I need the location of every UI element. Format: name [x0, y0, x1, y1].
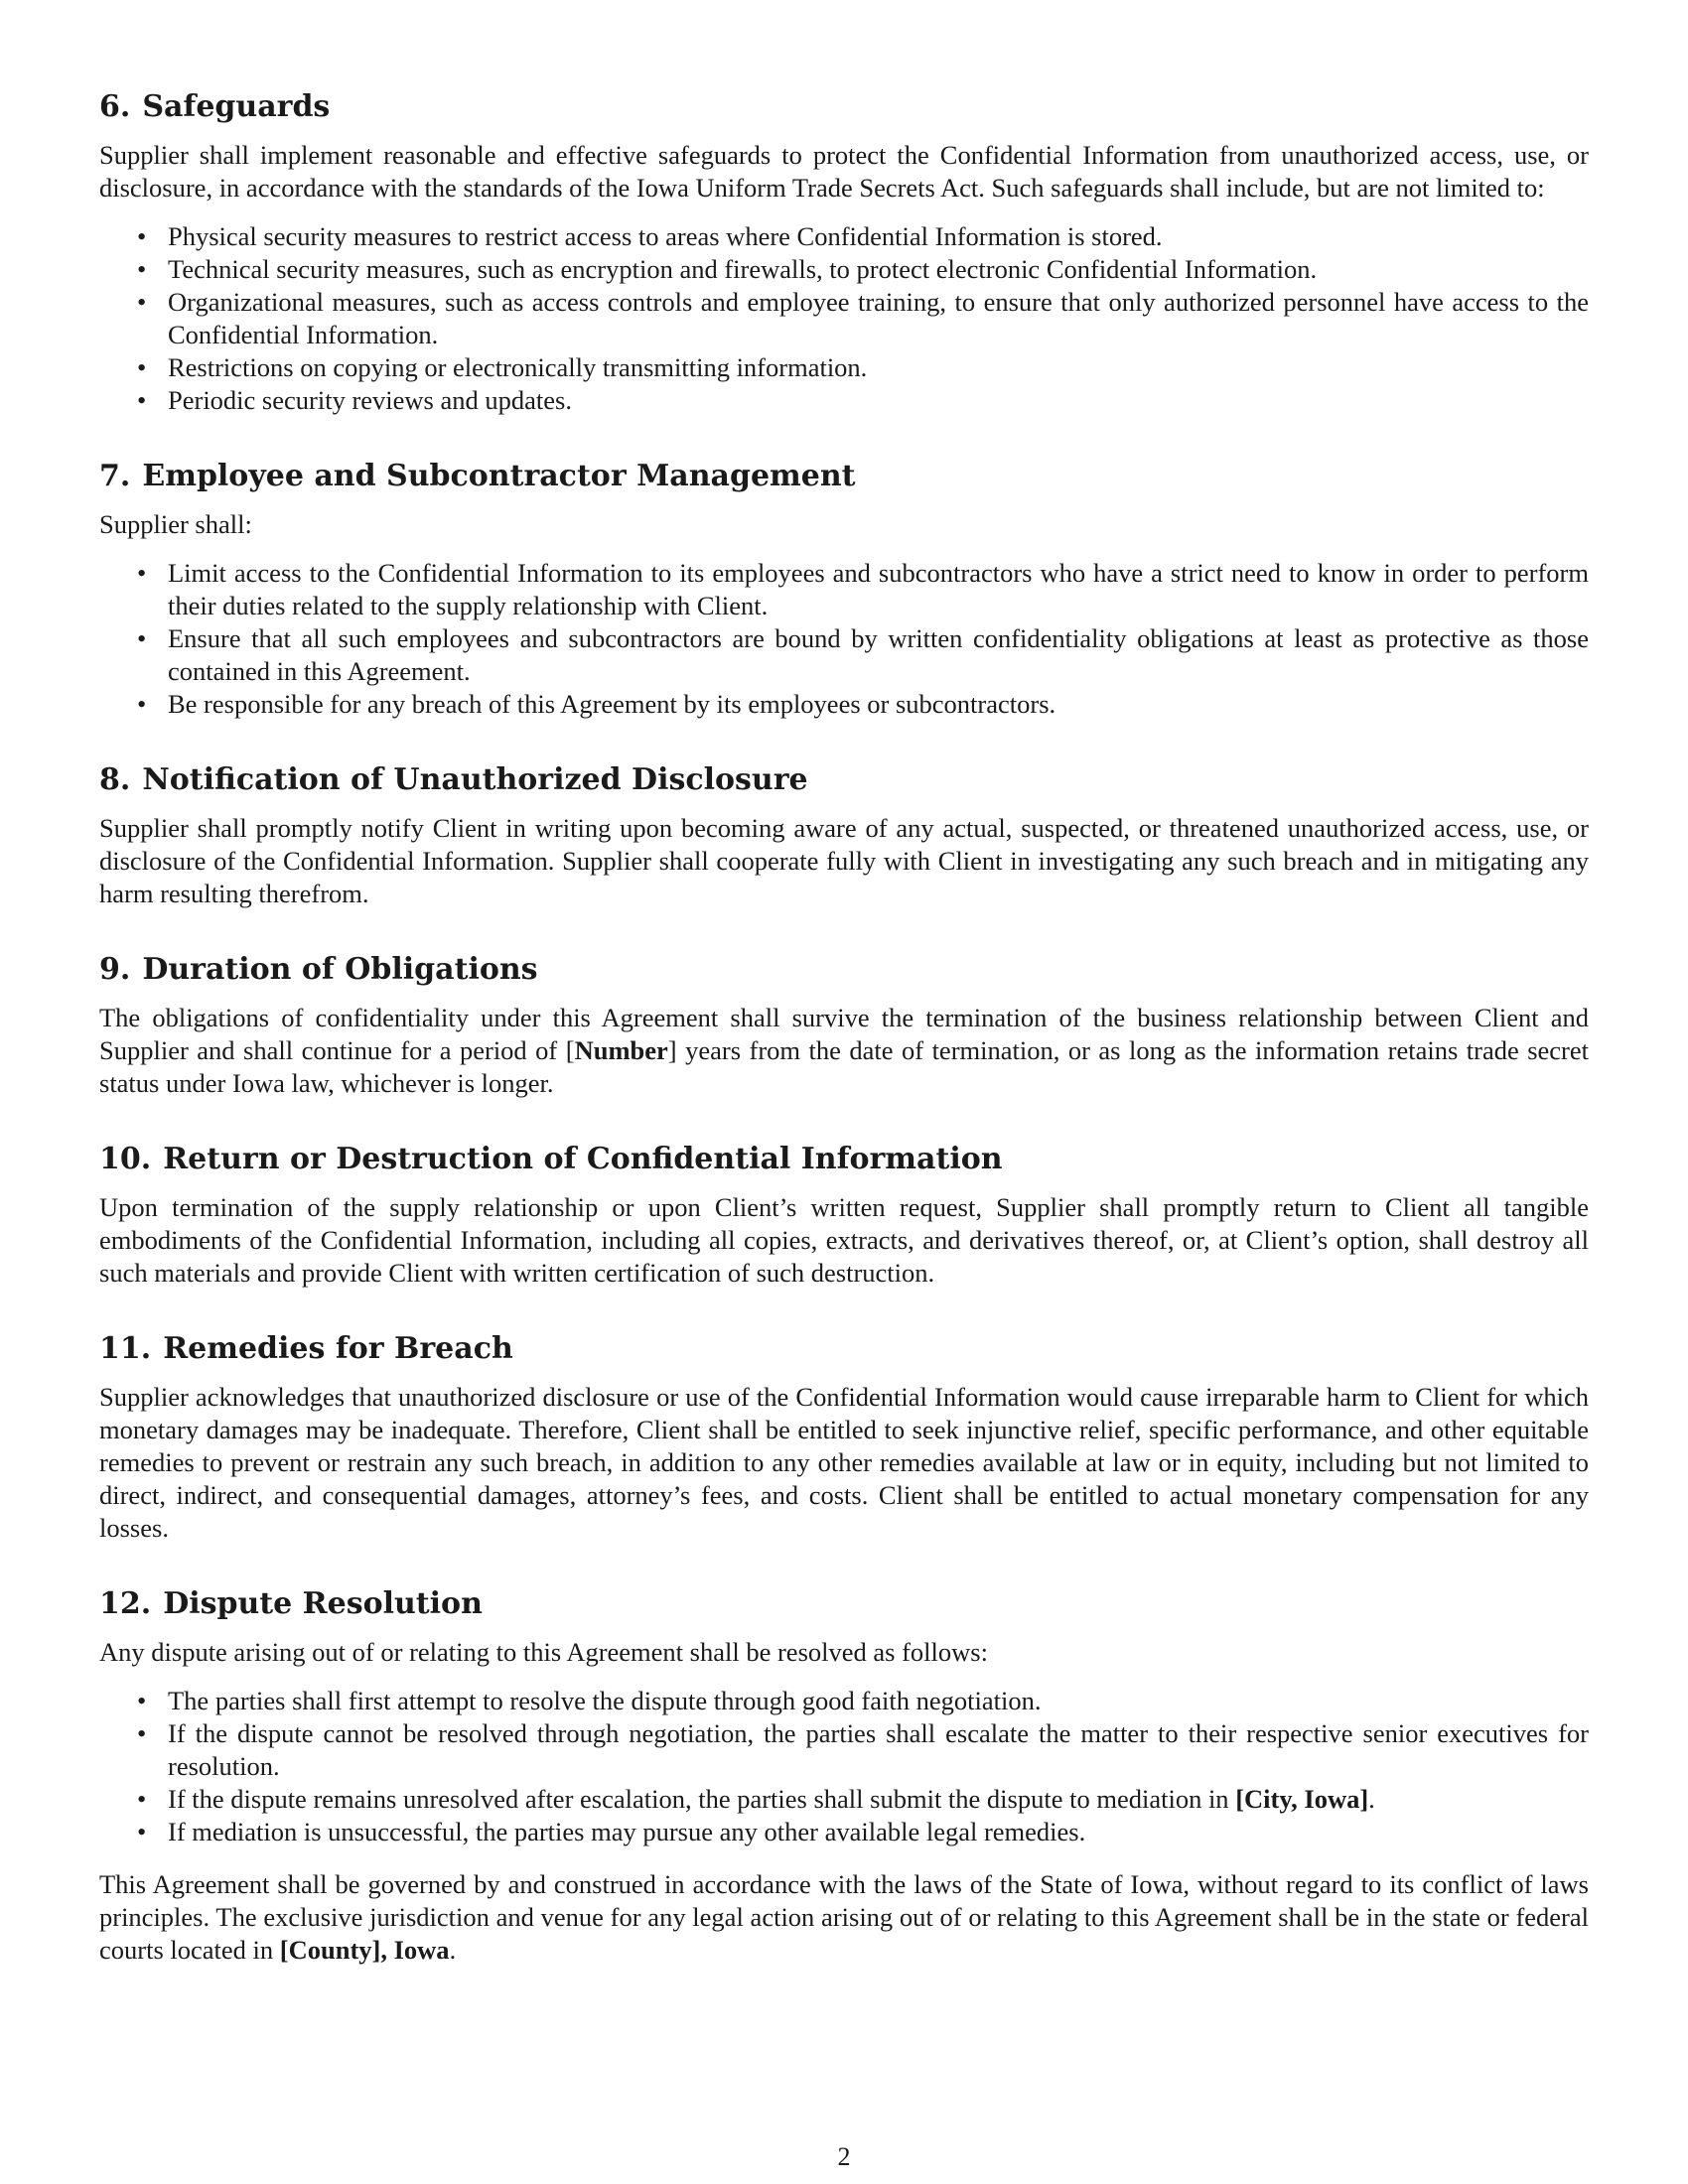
section-body: Supplier shall promptly notify Client in writing upon becoming aware of any actual, suspected, or threatened unauthorized access, use, or disclosure of the Confidential Information. Supplier shall cooperate fully with Client in investigating any such breach and in mitigating any harm resulting therefrom.	[99, 813, 1589, 908]
section-body: The obligations of confidentiality under this Agreement shall survive the termination of the business relationship between Client and Supplier and shall continue for a period of [Number] years from the date of termination, or as long as the information retains trade secret status under Iowa law, whichever is longer.	[99, 1003, 1589, 1098]
section-title: Duration of Obligations	[142, 952, 538, 987]
section-heading	[99, 760, 1589, 800]
list-item: • Technical security measures, such as encryption and firewalls, to protect electronic Confidential Information.	[137, 254, 1318, 284]
section-title: Safeguards	[142, 89, 331, 124]
placeholder-number: Number	[574, 1035, 668, 1065]
list-item: • Ensure that all such employees and subcontractors are bound by written confidentiality obligations at least as protective as those contained in this Agreement.	[137, 623, 1589, 686]
bullet-list	[99, 220, 1589, 417]
section-remedies	[99, 1329, 1589, 1545]
bullet-icon: •	[137, 352, 147, 382]
section-heading	[99, 950, 1589, 990]
bullet-icon: •	[137, 221, 147, 251]
section-title: Remedies for Breach	[163, 1331, 513, 1366]
bullet-icon: •	[137, 1718, 147, 1748]
list-item: • Physical security measures to restrict access to areas where Confidential Information is stored.	[137, 221, 1163, 251]
list-item: • Limit access to the Confidential Information to its employees and subcontractors who have a strict need to know in order to perform their duties related to the supply relationship with Client.	[137, 558, 1589, 620]
section-number: 9.	[99, 952, 131, 987]
list-item: • If the dispute remains unresolved after escalation, the parties shall submit the dispute to mediation in [City, Iowa].	[137, 1784, 1375, 1814]
section-number: 10.	[99, 1142, 152, 1176]
section-intro: Supplier shall implement reasonable and effective safeguards to protect the Confidential Information from unauthorized access, use, or disclosure, in accordance with the standards of the Iowa Uniform Trade Secrets Act. Such safeguards shall include, but are not limited to:	[99, 140, 1589, 203]
bullet-icon: •	[137, 254, 147, 284]
page-number: 2	[837, 2142, 851, 2171]
section-notification	[99, 760, 1589, 910]
list-item: • If the dispute cannot be resolved through negotiation, the parties shall escalate the matter to their respective senior executives for resolution.	[137, 1718, 1589, 1781]
bullet-icon: •	[137, 385, 147, 415]
section-heading	[99, 1584, 1589, 1624]
section-title: Return or Destruction of Confidential Information	[163, 1142, 1003, 1176]
governing-law-paragraph: This Agreement shall be governed by and construed in accordance with the laws of the State of Iowa, without regard to its conflict of laws principles. The exclusive jurisdiction and venue for any legal action arising out of or relating to this Agreement shall be in the state or federal courts located in [County], Iowa.	[99, 1869, 1589, 1965]
section-number: 12.	[99, 1586, 152, 1621]
section-body: Supplier acknowledges that unauthorized disclosure or use of the Confidential Information would cause irreparable harm to Client for which monetary damages may be inadequate. Therefore, Client shall be entitled to seek injunctive relief, specific performance, and other equitable remedies to prevent or restrain any such breach, in addition to any other remedies available at law or in equity, including but not limited to direct, indirect, and consequential damages, attorney’s fees, and costs. Client shall be entitled to actual monetary compensation for any losses.	[99, 1382, 1589, 1543]
list-item: • The parties shall first attempt to resolve the dispute through good faith negotiation.	[137, 1686, 1042, 1715]
section-dispute-resolution	[99, 1584, 1589, 1967]
section-intro: Any dispute arising out of or relating to this Agreement shall be resolved as follows:	[99, 1637, 988, 1667]
section-heading	[99, 1329, 1589, 1369]
bullet-list	[99, 1685, 1589, 1848]
bullet-list	[99, 557, 1589, 721]
bullet-icon: •	[137, 558, 147, 588]
section-number: 7.	[99, 459, 131, 493]
placeholder-city: [City, Iowa]	[1235, 1784, 1369, 1814]
bullet-icon: •	[137, 689, 147, 719]
bullet-icon: •	[137, 1817, 147, 1846]
section-safeguards	[99, 87, 1589, 417]
section-title: Dispute Resolution	[163, 1586, 483, 1621]
section-employee-subcontractor	[99, 457, 1589, 721]
list-item: • Be responsible for any breach of this Agreement by its employees or subcontractors.	[137, 689, 1056, 719]
list-item: • Restrictions on copying or electronically transmitting information.	[137, 352, 868, 382]
list-item: • If mediation is unsuccessful, the parties may pursue any other available legal remedies.	[137, 1817, 1086, 1846]
bullet-icon: •	[137, 1784, 147, 1814]
section-return-destruction	[99, 1140, 1589, 1290]
section-number: 6.	[99, 89, 131, 124]
placeholder-county: [County], Iowa	[279, 1935, 450, 1965]
list-item: • Periodic security reviews and updates.	[137, 385, 572, 415]
bullet-icon: •	[137, 1686, 147, 1715]
bullet-icon: •	[137, 287, 147, 317]
section-title: Notification of Unauthorized Disclosure	[142, 762, 808, 797]
section-heading	[99, 1140, 1589, 1179]
section-body: Upon termination of the supply relationship or upon Client’s written request, Supplier shall promptly return to Client all tangible embodiments of the Confidential Information, including all copies, extracts, and derivatives thereof, or, at Client’s option, shall destroy all such materials and provide Client with written certification of such destruction.	[99, 1192, 1589, 1288]
section-duration	[99, 950, 1589, 1100]
section-intro: Supplier shall:	[99, 509, 252, 539]
bullet-icon: •	[137, 623, 147, 653]
section-title: Employee and Subcontractor Management	[142, 459, 856, 493]
section-heading	[99, 87, 1589, 127]
section-number: 8.	[99, 762, 131, 797]
section-number: 11.	[99, 1331, 152, 1366]
document-page	[99, 87, 1589, 1967]
list-item: • Organizational measures, such as access controls and employee training, to ensure that only authorized personnel have access to the Confidential Information.	[137, 287, 1589, 349]
section-heading	[99, 457, 1589, 496]
